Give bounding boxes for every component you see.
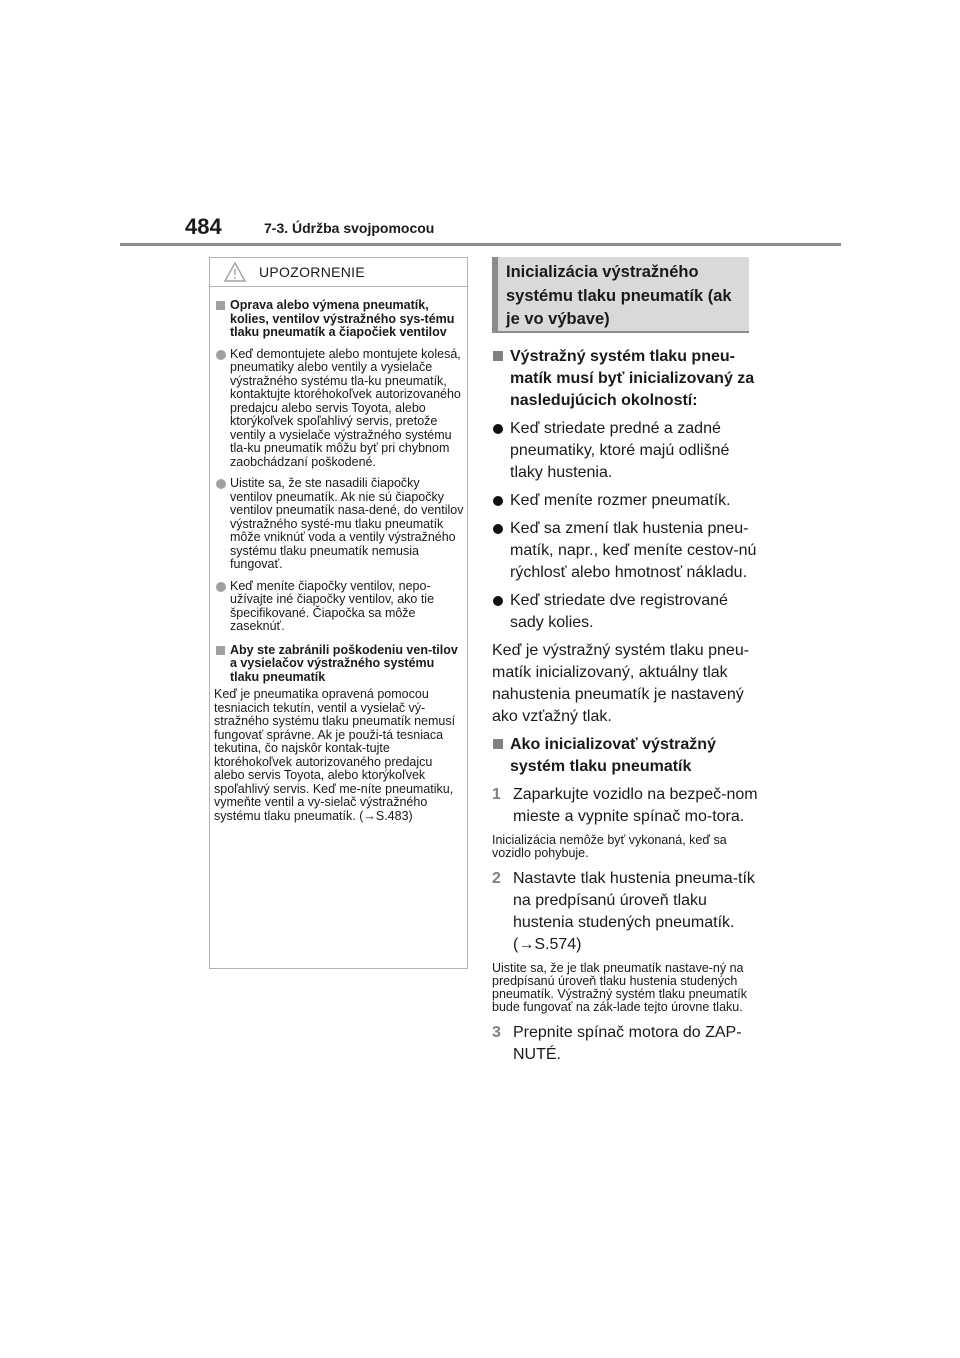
square-bullet-icon bbox=[493, 739, 503, 749]
subheading bbox=[492, 734, 760, 778]
warning-subheading bbox=[214, 299, 464, 340]
step bbox=[492, 1022, 760, 1066]
warning-bullet-text: Uistite sa, že ste nasadili čiapočky ventilov pneumatík. Ak nie sú čiapočky ventilov pneumatík nasa-dené, do ventilov výstražného systé-mu tlaku pneumatík môže vniknúť voda a ventily výstražného systému tlaku pneumatík nemusia fungovať. bbox=[230, 476, 464, 571]
list-item-text: Keď striedate predné a zadné pneumatiky, ktoré majú odlišné tlaky hustenia. bbox=[510, 420, 730, 481]
list-item-text: Keď striedate dve registrované sady kolies. bbox=[510, 592, 728, 631]
warning-content bbox=[214, 292, 464, 823]
right-column bbox=[492, 346, 760, 1072]
section-heading: Inicializácia výstražného systému tlaku pneumatík (ak je vo výbave) bbox=[506, 263, 732, 328]
list-item-text: Keď sa zmení tlak hustenia pneu-matík, napr., keď meníte cestov-nú rýchlosť alebo hmotnosť nákladu. bbox=[510, 520, 757, 581]
body-paragraph: Keď je výstražný systém tlaku pneu-matík inicializovaný, aktuálny tlak nahustenia pneumatík je nastavený ako vzťažný tlak. bbox=[492, 642, 750, 725]
square-bullet-icon bbox=[216, 646, 225, 655]
list-item-text: Keď meníte rozmer pneumatík. bbox=[510, 492, 731, 509]
step-note: Uistite sa, že je tlak pneumatík nastave-ný na predpísanú úroveň tlaku hustenia studených pneumatík. Výstražný systém tlaku pneumatík bude fungovať na zák-lade tejto úrovne tlaku. bbox=[492, 961, 747, 1014]
warning-subheading-text: Aby ste zabránili poškodeniu ven-tilov a vysielačov výstražného systému tlaku pneumatík bbox=[230, 642, 458, 684]
step-number: 3 bbox=[492, 1024, 501, 1041]
step-text: Nastavte tlak hustenia pneuma-tík na predpísanú úroveň tlaku hustenia studených pneumatík. (→S.574) bbox=[513, 870, 755, 953]
warning-subheading-text: Oprava alebo výmena pneumatík, kolies, ventilov výstražného sys-tému tlaku pneumatík a čiapočiek ventilov bbox=[230, 298, 455, 339]
circle-bullet-icon bbox=[216, 350, 226, 360]
circle-bullet-icon bbox=[216, 479, 226, 489]
subheading bbox=[492, 346, 760, 412]
circle-bullet-icon bbox=[216, 582, 226, 592]
step bbox=[492, 868, 760, 956]
circle-bullet-icon bbox=[493, 424, 503, 434]
warning-bullet bbox=[214, 348, 464, 470]
warning-title: UPOZORNENIE bbox=[259, 264, 365, 280]
section-heading-box bbox=[492, 257, 749, 333]
step-number: 2 bbox=[492, 870, 501, 887]
square-bullet-icon bbox=[216, 301, 225, 310]
list-item bbox=[492, 418, 760, 484]
list-item bbox=[492, 490, 760, 512]
circle-bullet-icon bbox=[493, 524, 503, 534]
warning-subheading bbox=[214, 644, 464, 685]
circle-bullet-icon bbox=[493, 596, 503, 606]
header-rule bbox=[120, 243, 841, 246]
page-number: 484 bbox=[185, 214, 222, 239]
square-bullet-icon bbox=[493, 351, 503, 361]
section-title: 7-3. Údržba svojpomocou bbox=[264, 220, 435, 236]
list-item bbox=[492, 518, 760, 584]
warning-paragraph: Keď je pneumatika opravená pomocou tesniacich tekutín, ventil a vysielač vý-stražného systému tlaku pneumatík nemusí fungovať správne. Ak je použi-tá tesniaca tekutina, čo najskôr kontak-tujte ktoréhokoľvek autorizovaného predajcu alebo servis Toyota, alebo ktorýkoľvek spoľahlivý servis. Keď me-níte pneumatiku, vymeňte ventil a vy-sielač výstražného systému tlaku pneumatík. (→S.483) bbox=[214, 687, 456, 823]
circle-bullet-icon bbox=[493, 496, 503, 506]
step-text: Prepnite spínač motora do ZAP-NUTÉ. bbox=[513, 1024, 742, 1063]
warning-bullet-text: Keď demontujete alebo montujete kolesá, pneumatiky alebo ventily a vysielače výstražného systému tla-ku pneumatík, kontaktujte ktoréhokoľvek autorizovaného predajcu alebo servis Toyota, alebo ktorýkoľvek spoľahlivý servis, pretože ventily a vysielače výstražného systému tla-ku pneumatík môžu byť pri chybnom zaobchádzaní poškodené. bbox=[230, 346, 461, 469]
warning-bullet bbox=[214, 477, 464, 572]
warning-bullet bbox=[214, 580, 464, 634]
list-item bbox=[492, 590, 760, 634]
step bbox=[492, 784, 760, 828]
step-note: Inicializácia nemôže byť vykonaná, keď sa vozidlo pohybuje. bbox=[492, 833, 727, 860]
step-text: Zaparkujte vozidlo na bezpeč-nom mieste a vypnite spínač mo-tora. bbox=[513, 786, 758, 825]
subheading-text: Výstražný systém tlaku pneu-matík musí byť inicializovaný za nasledujúcich okolností: bbox=[510, 348, 755, 409]
warning-divider bbox=[210, 286, 467, 287]
subheading-text: Ako inicializovať výstražný systém tlaku pneumatík bbox=[510, 736, 716, 775]
step-number: 1 bbox=[492, 786, 501, 803]
warning-triangle-icon bbox=[224, 262, 246, 282]
warning-bullet-text: Keď meníte čiapočky ventilov, nepo-užívajte iné čiapočky ventilov, ako tie špecifikované. Čiapočka sa môže zaseknúť. bbox=[230, 578, 435, 633]
warning-box bbox=[209, 257, 468, 969]
warning-header bbox=[210, 258, 467, 286]
